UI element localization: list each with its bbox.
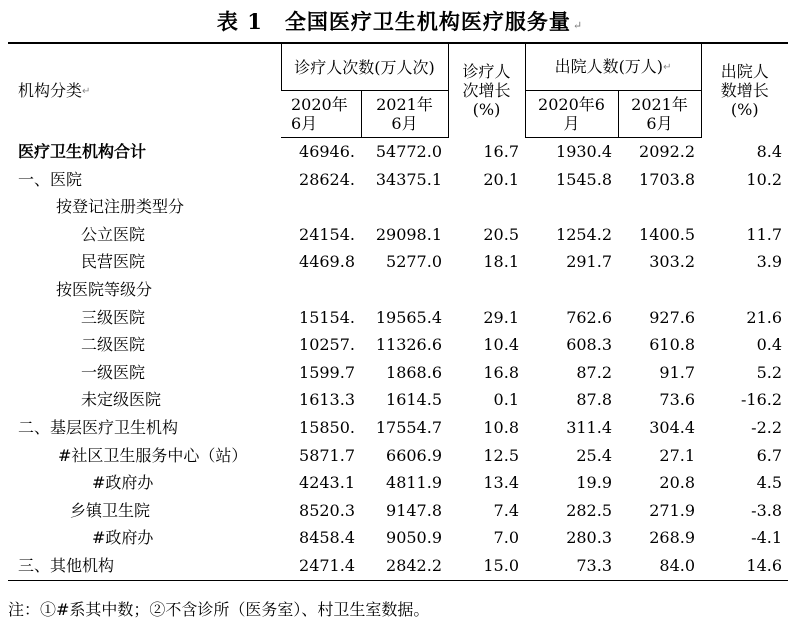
cell-vg: 20.5 [483, 224, 519, 244]
cell-d2021: 268.9 [649, 528, 696, 548]
row-label: 一、医院 [18, 169, 83, 189]
cell-d2020: 87.8 [576, 390, 612, 410]
cell-vg: 10.4 [483, 335, 519, 355]
cell-vg [448, 193, 525, 221]
cell-v2021: 5277.0 [386, 252, 442, 272]
cell-vg: 16.8 [483, 362, 519, 382]
cell-v2021: 17554.7 [375, 417, 442, 437]
cell-dg: 21.6 [746, 307, 783, 327]
cell-dg: 6.7 [756, 445, 783, 465]
table-row [8, 276, 788, 304]
header-visits-growth: 诊疗人次增长(%) [448, 43, 525, 138]
return-mark-icon: ↵ [572, 19, 584, 32]
cell-d2020: 1545.8 [556, 169, 612, 189]
cell-vg: 7.4 [493, 500, 519, 520]
table-row [8, 193, 788, 221]
cell-d2021: 91.7 [659, 362, 696, 382]
cell-v2020: 1613.3 [299, 390, 355, 410]
row-label: #政府办 [92, 473, 154, 493]
cell-v2021: 6606.9 [386, 445, 442, 465]
cell-v2020: 15850. [299, 417, 355, 437]
table-row [8, 552, 788, 580]
row-label: 医疗卫生机构合计 [18, 141, 147, 161]
header-visits-group: 诊疗人次数(万人次) [281, 43, 448, 91]
cell-vg: 10.8 [483, 417, 519, 437]
cell-vg: 15.0 [448, 552, 525, 580]
header-visits-2021: 2021年6月 [361, 91, 448, 138]
cell-vg: 29.1 [483, 307, 519, 327]
cell-v2020: 2471.4 [281, 552, 361, 580]
cell-d2021: 303.2 [649, 252, 696, 272]
cell-d2020: 73.3 [525, 552, 618, 580]
cell-d2021: 927.6 [649, 307, 696, 327]
cell-v2021: 1614.5 [386, 390, 442, 410]
table-title-text: 表 1 全国医疗卫生机构医疗服务量 [216, 9, 571, 34]
cell-d2021: 1400.5 [639, 224, 696, 244]
row-label: 未定级医院 [81, 390, 162, 410]
cell-dg: 10.2 [746, 169, 783, 189]
cell-d2020 [525, 193, 618, 221]
cell-v2021 [361, 193, 448, 221]
cell-v2020: 10257. [299, 335, 355, 355]
cell-vg: 13.4 [483, 473, 519, 493]
cell-vg: 7.0 [493, 528, 519, 548]
cell-dg: -4.1 [751, 528, 783, 548]
row-label: #政府办 [92, 528, 154, 548]
cell-v2020: 4469.8 [299, 252, 355, 272]
cell-d2021: 27.1 [659, 445, 696, 465]
cell-dg: 8.4 [756, 141, 783, 161]
cell-v2020: 1599.7 [299, 362, 355, 382]
table-row [8, 442, 788, 470]
cell-v2020: 4243.1 [299, 473, 355, 493]
cell-d2020: 282.5 [566, 500, 612, 520]
table-title [0, 6, 800, 36]
cell-d2020: 608.3 [566, 335, 612, 355]
header-discharge-2021: 2021年6月 [618, 91, 701, 138]
table-row [8, 414, 788, 442]
cell-v2020: 8520.3 [299, 500, 355, 520]
cell-v2021: 34375.1 [375, 169, 442, 189]
row-label: 民营医院 [81, 252, 146, 272]
row-label: 三级医院 [81, 307, 146, 327]
cell-v2021: 29098.1 [375, 224, 442, 244]
cell-v2021 [361, 276, 448, 304]
cell-vg: 18.1 [483, 252, 519, 272]
header-discharge-group: 出院人数(万人)↵ [525, 43, 701, 91]
table-row [8, 248, 788, 276]
row-label: #社区卫生服务中心（站） [58, 445, 248, 465]
cell-d2021 [618, 276, 701, 304]
cell-d2020: 1254.2 [556, 224, 612, 244]
cell-d2020: 762.6 [566, 307, 612, 327]
cell-vg: 16.7 [483, 141, 519, 161]
table-row [8, 386, 788, 414]
cell-dg: -2.2 [751, 417, 783, 437]
row-label: 按医院等级分 [56, 279, 153, 299]
cell-vg: 12.5 [483, 445, 519, 465]
table-row [8, 221, 788, 249]
cell-d2021: 2092.2 [639, 142, 696, 161]
cell-v2021: 9147.8 [386, 500, 442, 520]
row-label: 一级医院 [81, 362, 146, 382]
cell-d2020: 291.7 [566, 252, 612, 272]
cell-vg: 0.1 [493, 390, 519, 410]
cell-dg: 5.2 [756, 362, 783, 382]
cell-dg: 0.4 [756, 335, 783, 355]
medical-service-table [8, 42, 788, 581]
cell-v2021: 11326.6 [375, 335, 442, 355]
cell-d2021: 610.8 [649, 335, 696, 355]
table-row [8, 469, 788, 497]
row-label: 乡镇卫生院 [70, 500, 151, 520]
cell-d2021: 304.4 [649, 417, 696, 437]
cell-d2021: 73.6 [659, 390, 696, 410]
table-row [8, 138, 788, 166]
cell-dg: 3.9 [756, 252, 783, 272]
cell-v2021: 19565.4 [375, 307, 442, 327]
cell-v2020: 46946. [299, 142, 355, 161]
cell-dg: -16.2 [740, 390, 783, 410]
row-label: 三、其他机构 [8, 552, 281, 580]
cell-d2021: 271.9 [649, 500, 696, 520]
cell-d2020: 25.4 [576, 445, 612, 465]
cell-d2021: 84.0 [618, 552, 701, 580]
row-label: 二、基层医疗卫生机构 [18, 417, 179, 437]
table-row [8, 304, 788, 332]
cell-v2020: 8458.4 [299, 528, 355, 548]
header-visits-2020: 2020年6月 [281, 91, 361, 138]
cell-dg [701, 193, 788, 221]
cell-d2021 [618, 193, 701, 221]
row-label: 二级医院 [81, 335, 146, 355]
cell-dg [701, 276, 788, 304]
cell-v2021: 4811.9 [386, 473, 442, 493]
cell-d2021: 1703.8 [639, 169, 696, 189]
table-row [8, 524, 788, 552]
cell-v2021: 54772.0 [375, 142, 442, 161]
table-footnote: 注：①#系其中数；②不含诊所（医务室）、村卫生室数据。 [8, 600, 430, 619]
table-row [8, 166, 788, 194]
cell-v2021: 1868.6 [386, 362, 442, 382]
header-discharge-2020: 2020年6月 [525, 91, 618, 138]
table-row [8, 331, 788, 359]
cell-d2021: 20.8 [659, 473, 696, 493]
cell-v2021: 9050.9 [386, 528, 442, 548]
cell-d2020 [525, 276, 618, 304]
cell-dg: 14.6 [701, 552, 788, 580]
cell-v2021: 2842.2 [361, 552, 448, 580]
cell-d2020: 87.2 [576, 362, 612, 382]
cell-v2020 [281, 193, 361, 221]
cell-dg: 11.7 [746, 224, 783, 244]
cell-dg: -3.8 [751, 500, 783, 520]
cell-v2020: 15154. [299, 307, 355, 327]
cell-v2020 [281, 276, 361, 304]
cell-vg [448, 276, 525, 304]
cell-v2020: 28624. [299, 169, 355, 189]
row-label: 按登记注册类型分 [56, 197, 185, 217]
row-label: 公立医院 [81, 224, 146, 244]
table-row [8, 359, 788, 387]
header-category: 机构分类↵ [8, 43, 281, 138]
cell-dg: 4.5 [756, 473, 783, 493]
cell-d2020: 280.3 [566, 528, 612, 548]
table-row [8, 497, 788, 525]
cell-d2020: 1930.4 [556, 142, 612, 161]
cell-v2020: 24154. [299, 224, 355, 244]
cell-vg: 20.1 [483, 169, 519, 189]
header-discharge-growth: 出院人数增长(%) [701, 43, 788, 138]
cell-d2020: 311.4 [566, 417, 612, 437]
cell-d2020: 19.9 [576, 473, 612, 493]
cell-v2020: 5871.7 [299, 445, 355, 465]
